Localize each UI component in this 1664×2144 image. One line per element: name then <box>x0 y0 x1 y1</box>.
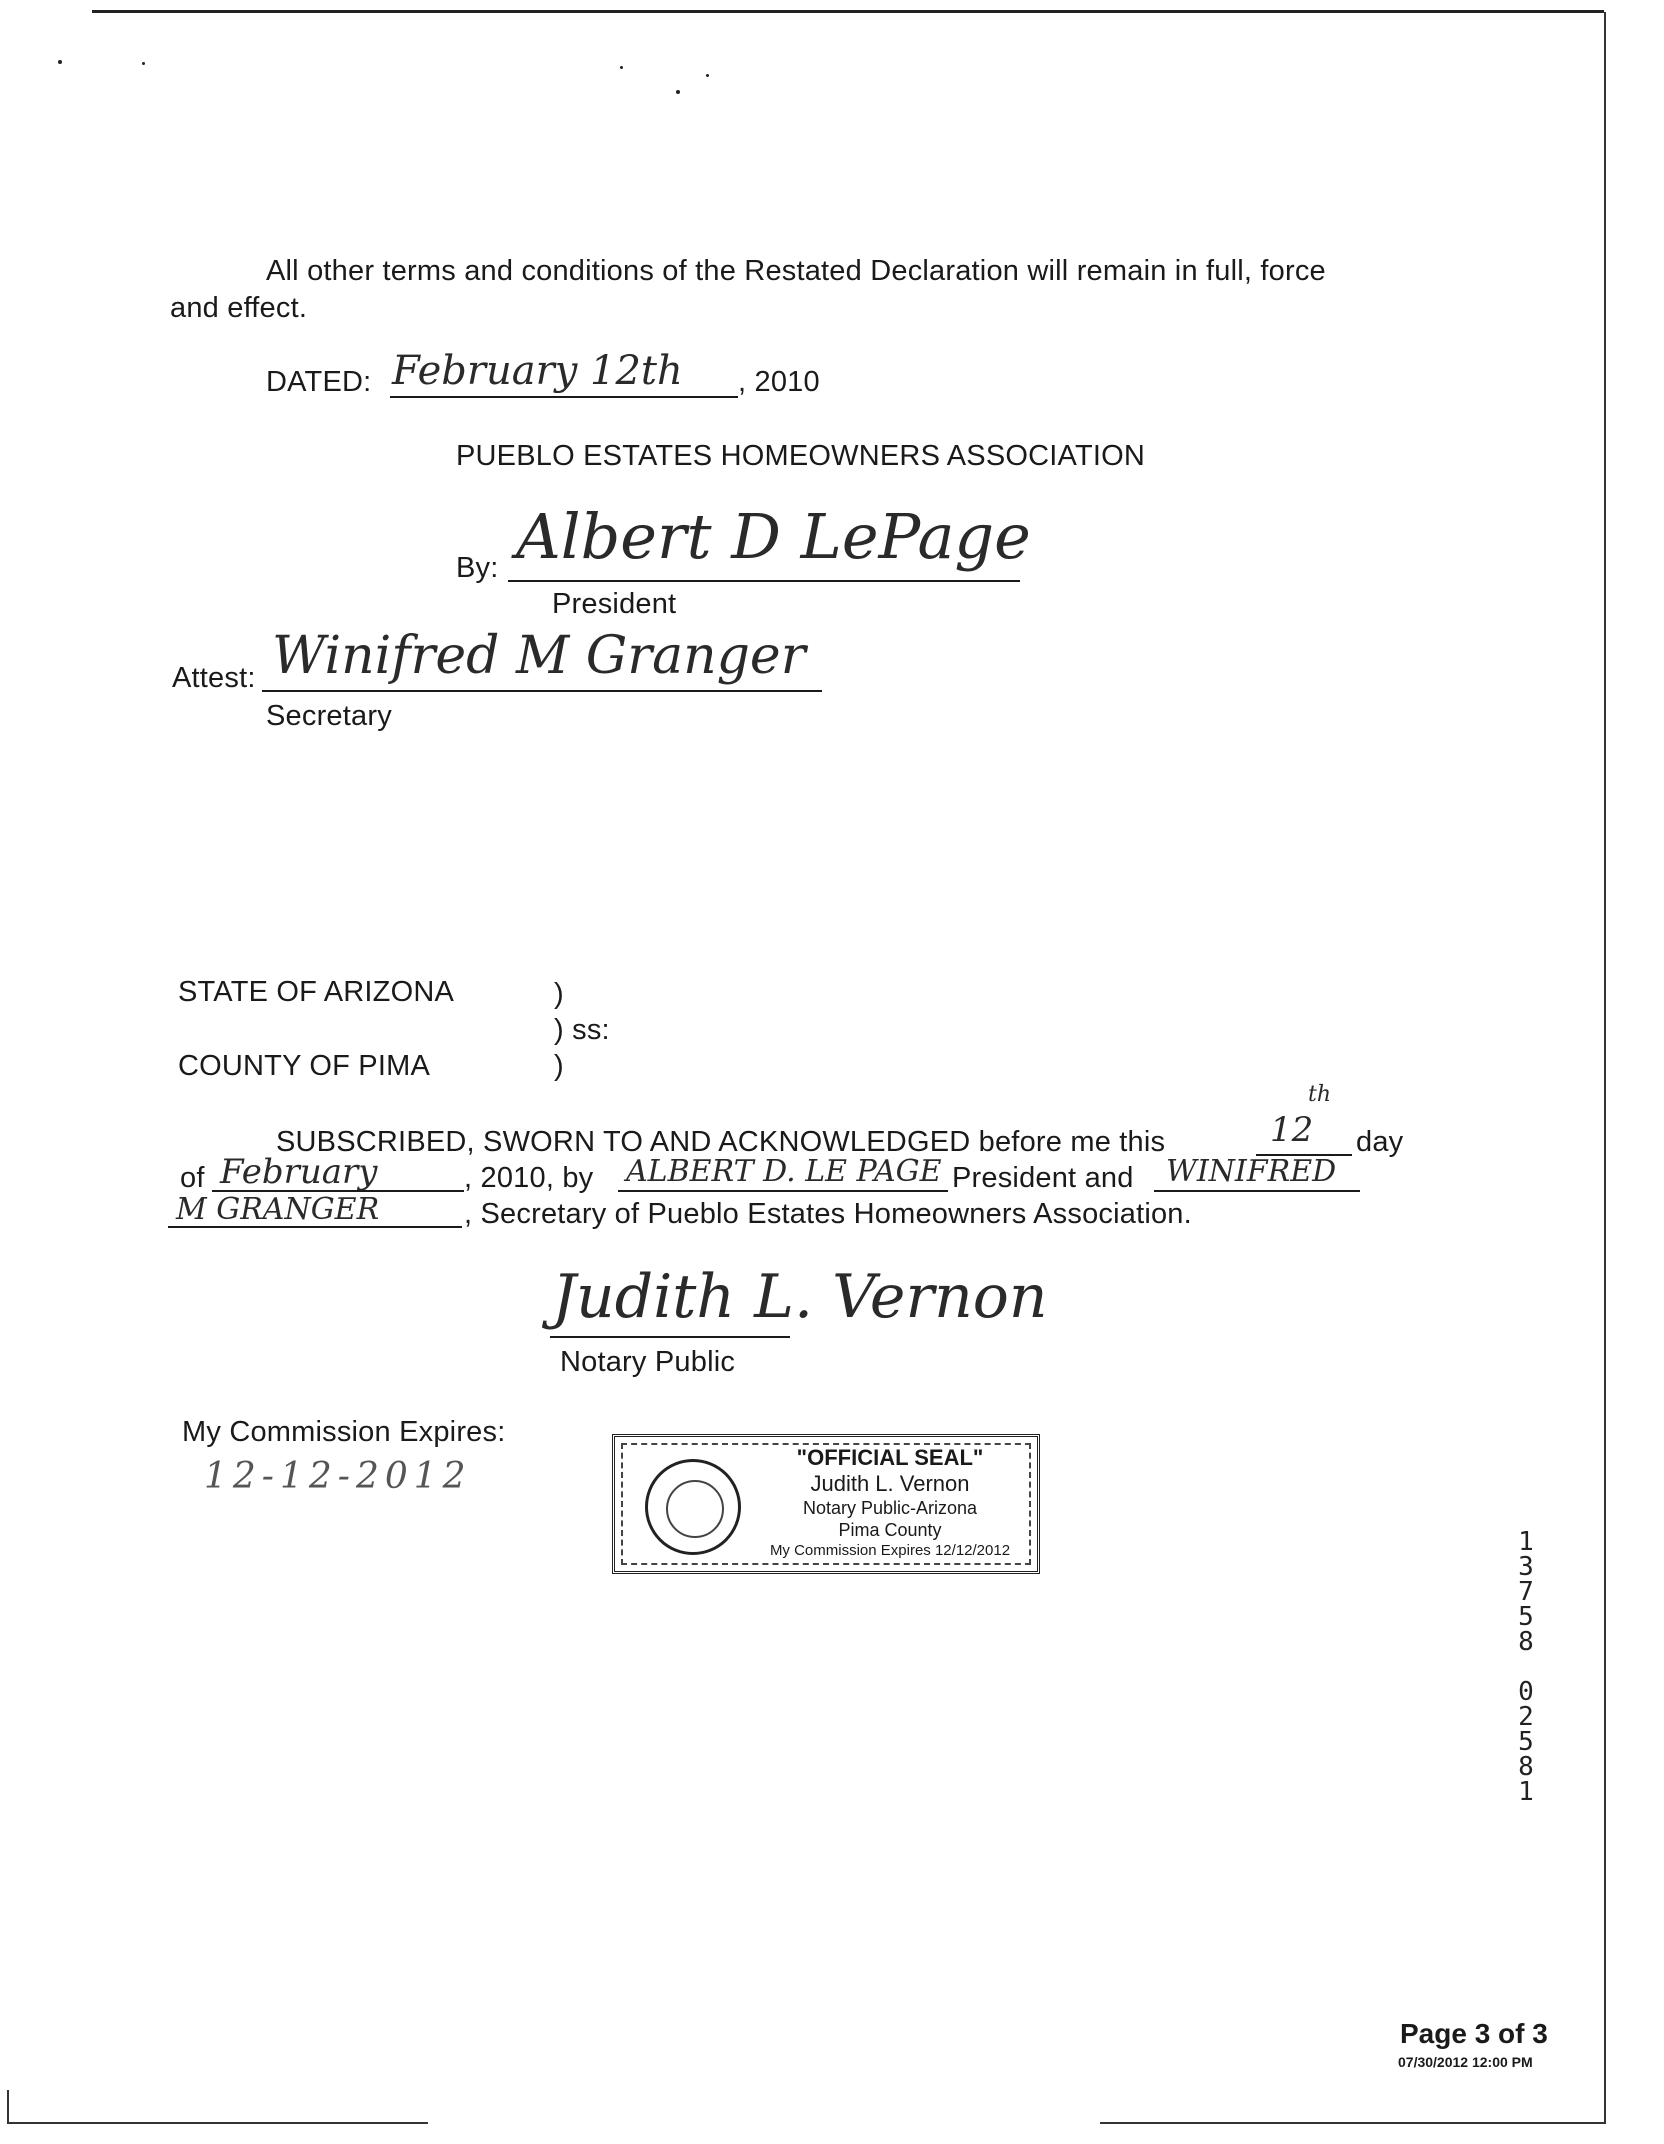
scan-speck <box>620 66 623 69</box>
venue-paren-1: ) <box>554 978 564 1010</box>
recording-number-char: 0 <box>1518 1677 1534 1707</box>
left-border-tick <box>7 2090 9 2124</box>
ack-name2-handwritten-b: M GRANGER <box>176 1192 380 1227</box>
seal-line3: Notary Public-Arizona <box>802 1498 978 1518</box>
secretary-label: Secretary <box>266 700 392 732</box>
bottom-border-line-right <box>1100 2122 1604 2124</box>
association-name: PUEBLO ESTATES HOMEOWNERS ASSOCIATION <box>456 440 1146 472</box>
president-signature: Albert D LePage <box>516 500 1031 573</box>
seal-name: Judith L. Vernon <box>810 1471 970 1496</box>
venue-ss: ) ss: <box>554 1014 610 1046</box>
recording-number-char: 8 <box>1518 1627 1534 1657</box>
seal-title: "OFFICIAL SEAL" <box>796 1445 984 1470</box>
scan-speck <box>58 60 62 64</box>
top-border-line <box>92 10 1604 13</box>
secretary-signature: Winifred M Granger <box>272 626 806 686</box>
ack-name2-underline-b <box>168 1226 462 1228</box>
commission-date-handwritten: 12-12-2012 <box>204 1456 472 1497</box>
ack-name2-underline-a <box>1154 1190 1360 1192</box>
ack-name1-handwritten: ALBERT D. LE PAGE <box>626 1154 942 1189</box>
notary-label: Notary Public <box>560 1346 736 1378</box>
bottom-border-line-left <box>8 2122 428 2124</box>
state-seal-emblem-icon <box>645 1459 741 1555</box>
page-timestamp: 07/30/2012 12:00 PM <box>1398 2054 1533 2070</box>
scan-speck <box>676 90 680 94</box>
ack-day-word: day <box>1356 1126 1404 1158</box>
recording-number-char: 1 <box>1518 1527 1534 1557</box>
ack-day-suffix-handwritten: th <box>1308 1082 1332 1107</box>
ack-by-text: , 2010, by <box>464 1162 594 1194</box>
recording-number-char: 8 <box>1518 1752 1534 1782</box>
commission-label: My Commission Expires: <box>182 1416 506 1448</box>
dated-year: , 2010 <box>738 366 820 398</box>
ack-secretary-text: , Secretary of Pueblo Estates Homeowners Association. <box>464 1198 1192 1230</box>
venue-state: STATE OF ARIZONA <box>178 976 455 1008</box>
secretary-signature-line <box>262 690 822 692</box>
notary-signature-line <box>550 1336 790 1338</box>
attest-label: Attest: <box>172 662 256 694</box>
notary-signature: Judith L. Vernon <box>552 1262 1048 1332</box>
venue-county: COUNTY OF PIMA <box>178 1050 431 1082</box>
ack-day-handwritten: 12 <box>1270 1110 1314 1150</box>
scan-speck <box>142 62 145 65</box>
by-label: By: <box>456 552 499 584</box>
recording-number <box>1516 1527 1536 1807</box>
official-seal-stamp <box>612 1434 1040 1574</box>
scan-speck <box>706 74 709 77</box>
ack-month-handwritten: February <box>220 1152 378 1192</box>
dated-label: DATED: <box>266 366 372 398</box>
president-label: President <box>552 588 677 620</box>
dated-underline <box>390 396 738 398</box>
recording-number-char: 2 <box>1518 1702 1534 1732</box>
ack-name1-underline <box>618 1190 948 1192</box>
body-paragraph-line2: and effect. <box>170 292 308 324</box>
body-paragraph-line1: All other terms and conditions of the Restated Declaration will remain in full, force <box>266 255 1326 287</box>
ack-line1-text: SUBSCRIBED, SWORN TO AND ACKNOWLEDGED before me this <box>276 1126 1166 1158</box>
ack-president-and: President and <box>952 1162 1134 1194</box>
seal-line5: My Commission Expires 12/12/2012 <box>769 1542 1011 1559</box>
recording-number-char: 5 <box>1518 1602 1534 1632</box>
recording-number-char: 3 <box>1518 1552 1534 1582</box>
venue-paren-3: ) <box>554 1050 564 1082</box>
page-number: Page 3 of 3 <box>1400 2018 1548 2049</box>
recording-number-char: 7 <box>1518 1577 1534 1607</box>
right-border-line <box>1604 12 1606 2124</box>
seal-line4: Pima County <box>838 1520 942 1540</box>
recording-number-char: 1 <box>1518 1777 1534 1807</box>
ack-name2-handwritten-a: WINIFRED <box>1166 1154 1337 1189</box>
president-signature-line <box>508 580 1020 582</box>
ack-of-word: of <box>180 1162 205 1194</box>
dated-handwritten-date: February 12th <box>392 348 683 394</box>
recording-number-char: 5 <box>1518 1727 1534 1757</box>
